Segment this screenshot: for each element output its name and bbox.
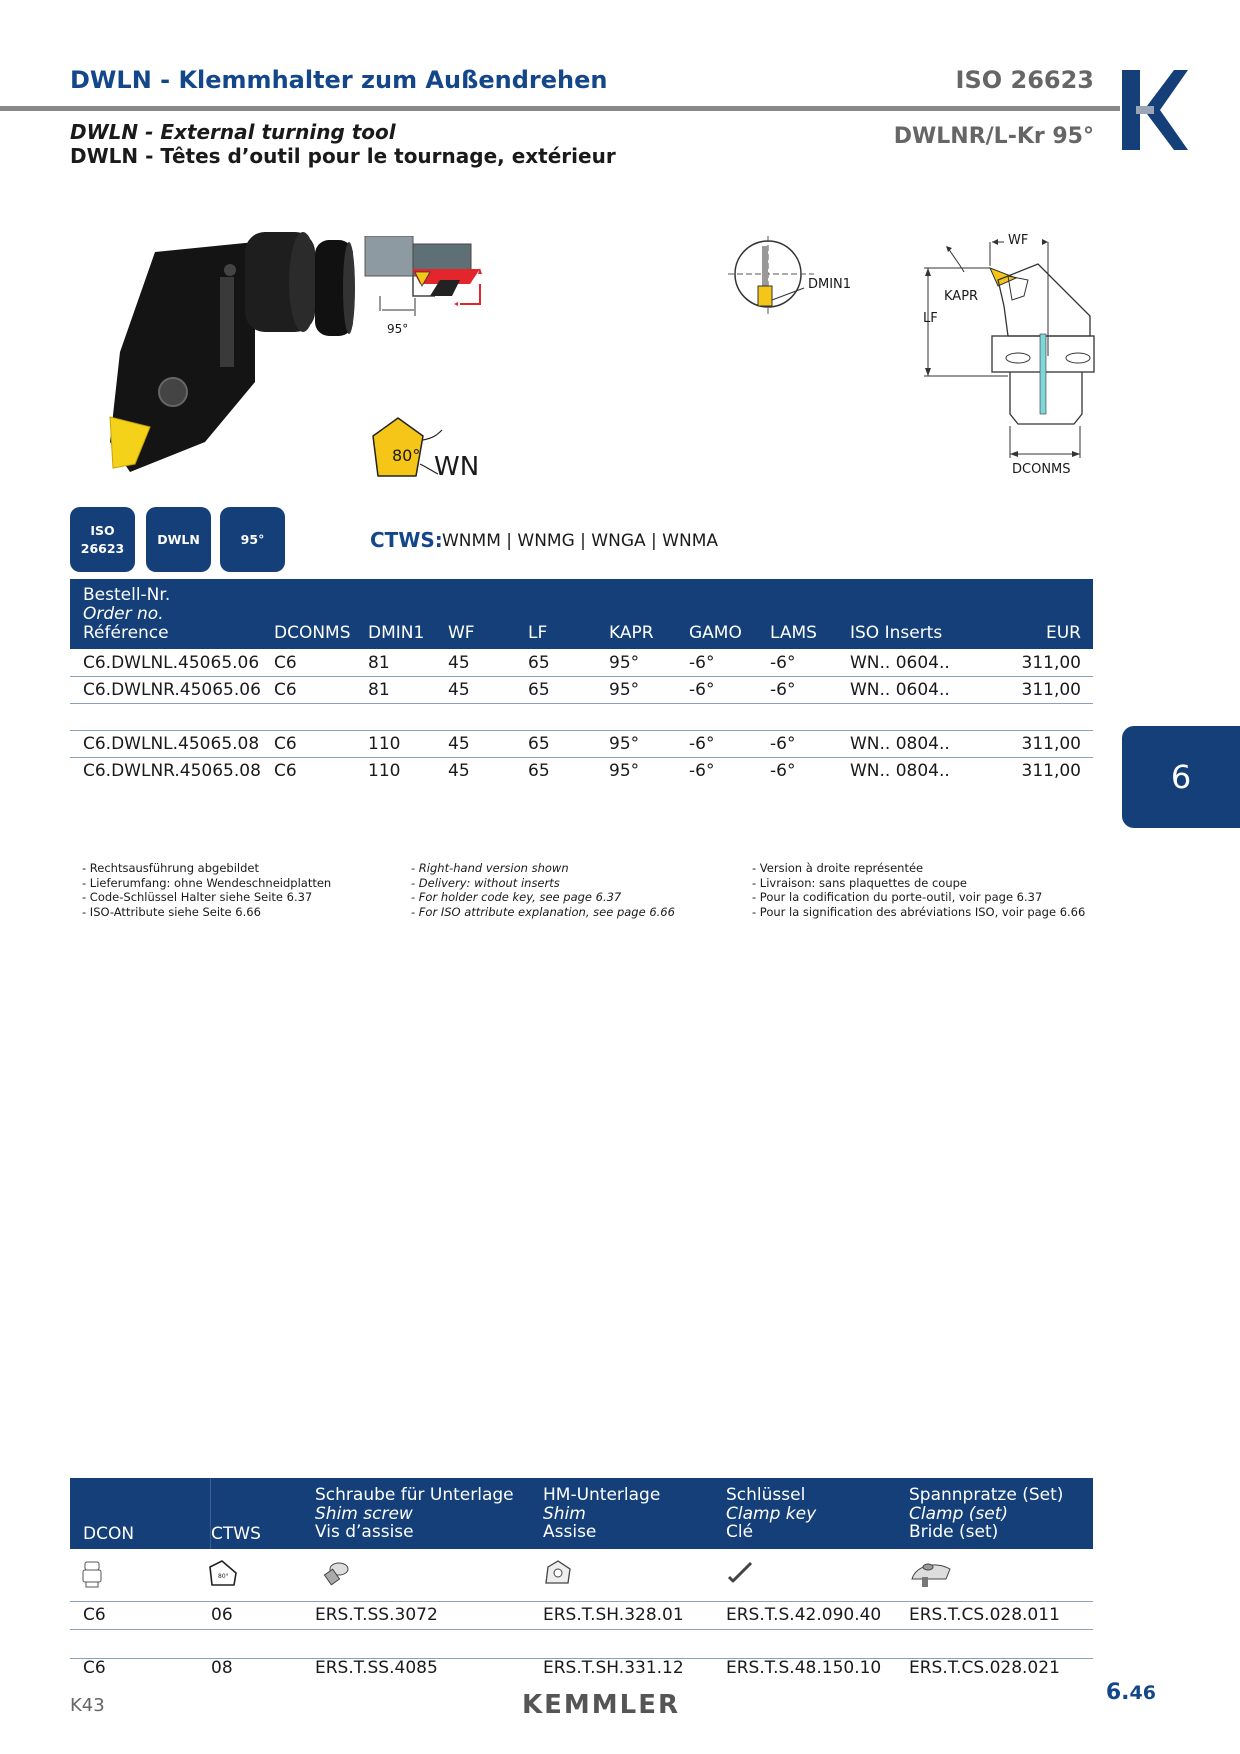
main-table-header xyxy=(70,579,1093,649)
table-row-spacer xyxy=(70,704,1093,731)
ctws-values: WNMM | WNMG | WNGA | WNMA xyxy=(442,531,718,551)
header-eur: EUR xyxy=(1046,623,1081,643)
approach-angle-label: 95° xyxy=(387,322,409,336)
standard-label: ISO 26623 xyxy=(955,66,1094,94)
subtitle-french: DWLN - Têtes d’outil pour le tournage, extérieur xyxy=(70,144,616,168)
notes-french: - Version à droite représentée - Livraison: sans plaquettes de coupe - Pour la codification du porte-outil, voir page 6.37 - Pour la signification des abréviations ISO, voir page 6.66 xyxy=(752,861,1086,919)
clamp-set-icon xyxy=(906,1557,956,1591)
dmin1-label: DMIN1 xyxy=(808,277,852,292)
tool-holder-photo xyxy=(105,232,355,480)
approach-angle-sketch xyxy=(360,236,495,341)
header-order-de: Bestell-Nr. xyxy=(83,585,171,605)
kemmler-logo xyxy=(1122,70,1188,150)
header-clamp-key: Schlüssel Clamp key Clé xyxy=(726,1485,817,1542)
header-divider xyxy=(0,106,1120,111)
badge-angle: 95° xyxy=(220,507,285,572)
page-number: 6.46 xyxy=(1105,1680,1156,1705)
table-row: C6.DWLNL.45065.06 C6 81 45 65 95° -6° -6° WN.. 0604.. 311,00 xyxy=(70,650,1093,677)
table-row: C6.DWLNL.45065.08 C6 110 45 65 95° -6° -6° WN.. 0804.. 311,00 xyxy=(70,731,1093,758)
shim-screw-icon xyxy=(323,1561,351,1587)
dmin1-sketch xyxy=(728,236,814,316)
footer-brand: KEMMLER xyxy=(522,1690,681,1720)
chapter-tab[interactable]: 6 xyxy=(1122,726,1240,828)
badge-type: DWLN xyxy=(146,507,211,572)
parts-row: C6 06 ERS.T.SS.3072 ERS.T.SH.328.01 ERS.T.S.42.090.40 ERS.T.CS.028.011 xyxy=(70,1601,1093,1630)
footer-code: K43 xyxy=(70,1695,105,1716)
insert-shape-label: WN xyxy=(434,452,480,482)
clamp-key-icon xyxy=(725,1559,755,1589)
wf-label: WF xyxy=(1008,233,1029,248)
insert-angle-label: 80° xyxy=(392,446,421,465)
ctws-label: CTWS: xyxy=(370,528,443,552)
header-lf: LF xyxy=(528,623,548,643)
header-kapr: KAPR xyxy=(609,623,654,643)
header-wf: WF xyxy=(448,623,475,643)
insert-80-icon xyxy=(208,1559,240,1589)
header-dcon: DCON xyxy=(83,1524,135,1544)
header-clamp-set: Spannpratze (Set) Clamp (set) Bride (set) xyxy=(909,1485,1064,1542)
header-dconms: DCONMS xyxy=(274,623,351,643)
header-shim: HM-Unterlage Shim Assise xyxy=(543,1485,661,1542)
badge-iso: ISO 26623 xyxy=(70,507,135,572)
header-dmin1: DMIN1 xyxy=(368,623,425,643)
header-lams: LAMS xyxy=(770,623,817,643)
notes-german: - Rechtsausführung abgebildet - Lieferumfang: ohne Wendeschneidplatten - Code-Schlüssel Halter siehe Seite 6.37 - ISO-Attribute siehe Seite 6.66 xyxy=(82,861,332,919)
header-shim-screw: Schraube für Unterlage Shim screw Vis d’assise xyxy=(315,1485,514,1542)
dconms-label: DCONMS xyxy=(1012,462,1071,477)
shim-icon xyxy=(542,1559,574,1589)
header-gamo: GAMO xyxy=(689,623,742,643)
header-iso-inserts: ISO Inserts xyxy=(850,623,943,643)
parts-row: C6 08 ERS.T.SS.4085 ERS.T.SH.331.12 ERS.T.S.48.150.10 ERS.T.CS.028.021 xyxy=(83,1658,1060,1678)
parts-icon-row xyxy=(70,1549,1093,1602)
holder-dcon-icon xyxy=(80,1561,104,1589)
parts-table-header xyxy=(70,1478,1093,1549)
table-row: C6.DWLNR.45065.08 C6 110 45 65 95° -6° -6° WN.. 0804.. 311,00 xyxy=(83,761,1081,781)
page-title: DWLN - Klemmhalter zum Außendrehen xyxy=(70,66,608,94)
notes-english: - Right-hand version shown - Delivery: without inserts - For holder code key, see page 6.37 - For ISO attribute explanation, see page 6.66 xyxy=(411,861,675,919)
svg-text:80°: 80° xyxy=(218,1573,229,1580)
lf-label: LF xyxy=(923,311,938,326)
header-ctws: CTWS xyxy=(211,1524,261,1544)
dimension-drawing xyxy=(918,236,1100,472)
kapr-label: KAPR xyxy=(944,289,979,304)
header-order-fr: Référence xyxy=(83,623,169,643)
variant-label: DWLNR/L-Kr 95° xyxy=(893,124,1094,149)
table-row: C6.DWLNR.45065.06 C6 81 45 65 95° -6° -6° WN.. 0604.. 311,00 xyxy=(70,677,1093,704)
header-order-en: Order no. xyxy=(83,604,164,624)
subtitle-english: DWLN - External turning tool xyxy=(70,120,396,144)
